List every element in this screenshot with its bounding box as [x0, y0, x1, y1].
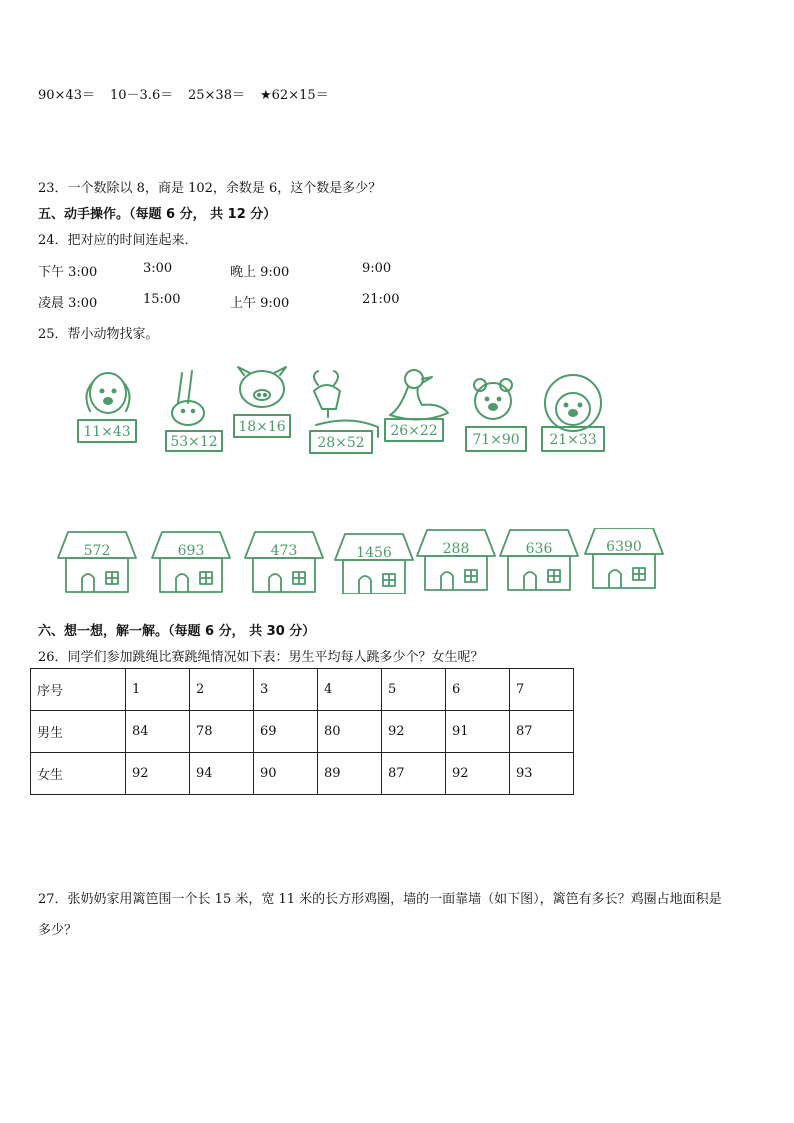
house-label-3: 473 [270, 543, 298, 559]
house-label-4: 1456 [356, 545, 392, 561]
time-evening-9: 晚上 9:00 [230, 265, 290, 280]
animal-rabbit-expr: 53×12 [170, 434, 218, 450]
table-cell: 92 [126, 753, 190, 795]
table-cell: 93 [510, 753, 574, 795]
house-693 [152, 532, 230, 592]
question-27-line1: 27．张奶奶家用篱笆围一个长 15 米，宽 11 米的长方形鸡圈，墙的一面靠墙（如下图），篱笆有多长？鸡圈占地面积是 [38, 892, 722, 907]
house-288 [417, 530, 495, 590]
table-cell: 90 [254, 753, 318, 795]
house-572 [58, 532, 136, 592]
calc-item-3: 25×38＝ [188, 88, 245, 103]
table-cell: 92 [446, 753, 510, 795]
section-5-heading: 五、动手操作。（每题 6 分， 共 12 分） [38, 207, 277, 222]
question-25: 25．帮小动物找家。 [38, 327, 159, 342]
table-cell: 80 [318, 711, 382, 753]
table-cell: 6 [446, 669, 510, 711]
table-cell: 92 [382, 711, 446, 753]
house-label-1: 572 [83, 543, 111, 559]
table-cell: 5 [382, 669, 446, 711]
calc-item-2: 10－3.6＝ [110, 88, 174, 103]
table-cell: 2 [190, 669, 254, 711]
time-9-00: 9:00 [362, 261, 392, 276]
house-label-7: 6390 [606, 539, 642, 555]
time-21-00: 21:00 [362, 292, 400, 307]
animal-bear-expr: 71×90 [472, 432, 520, 448]
calc-item-1: 90×43＝ [38, 88, 95, 103]
table-cell: 84 [126, 711, 190, 753]
house-label-2: 693 [177, 543, 205, 559]
question-27-line2: 多少？ [38, 923, 78, 938]
table-cell: 男生 [31, 711, 126, 753]
house-label-6: 636 [525, 541, 553, 557]
question-24: 24．把对应的时间连起来． [38, 233, 198, 248]
house-label-5: 288 [442, 541, 470, 557]
calc-item-4: ★62×15＝ [260, 88, 329, 103]
animal-duck-expr: 26×22 [390, 423, 438, 439]
table-header-row [31, 669, 574, 711]
time-3-00: 3:00 [143, 261, 173, 276]
table-cell: 女生 [31, 753, 126, 795]
house-1456 [335, 534, 413, 594]
animals-illustration [60, 365, 620, 465]
jump-rope-table [30, 668, 574, 795]
table-cell: 87 [382, 753, 446, 795]
table-cell: 69 [254, 711, 318, 753]
animal-goat-expr: 28×52 [317, 435, 365, 451]
table-cell: 7 [510, 669, 574, 711]
table-cell: 1 [126, 669, 190, 711]
table-cell: 4 [318, 669, 382, 711]
house-473 [245, 532, 323, 592]
animal-monkey-expr: 21×33 [549, 432, 597, 448]
table-cell: 3 [254, 669, 318, 711]
table-cell: 87 [510, 711, 574, 753]
table-row [31, 711, 574, 753]
time-afternoon-3: 下午 3:00 [38, 265, 98, 280]
houses-illustration [55, 528, 670, 594]
time-early-morning-3: 凌晨 3:00 [38, 296, 98, 311]
animal-pig-expr: 18×16 [238, 419, 286, 435]
house-6390 [585, 528, 663, 588]
table-row [31, 753, 574, 795]
table-cell: 序号 [31, 669, 126, 711]
table-cell: 91 [446, 711, 510, 753]
time-15-00: 15:00 [143, 292, 181, 307]
time-morning-9: 上午 9:00 [230, 296, 290, 311]
table-cell: 94 [190, 753, 254, 795]
section-6-heading: 六、想一想，解一解。（每题 6 分， 共 30 分） [38, 624, 316, 639]
table-cell: 89 [318, 753, 382, 795]
question-26: 26．同学们参加跳绳比赛跳绳情况如下表：男生平均每人跳多少个？女生呢？ [38, 650, 484, 665]
question-23: 23．一个数除以 8，商是 102，余数是 6，这个数是多少？ [38, 181, 382, 196]
animal-dog-expr: 11×43 [83, 424, 131, 440]
house-636 [500, 530, 578, 590]
table-cell: 78 [190, 711, 254, 753]
